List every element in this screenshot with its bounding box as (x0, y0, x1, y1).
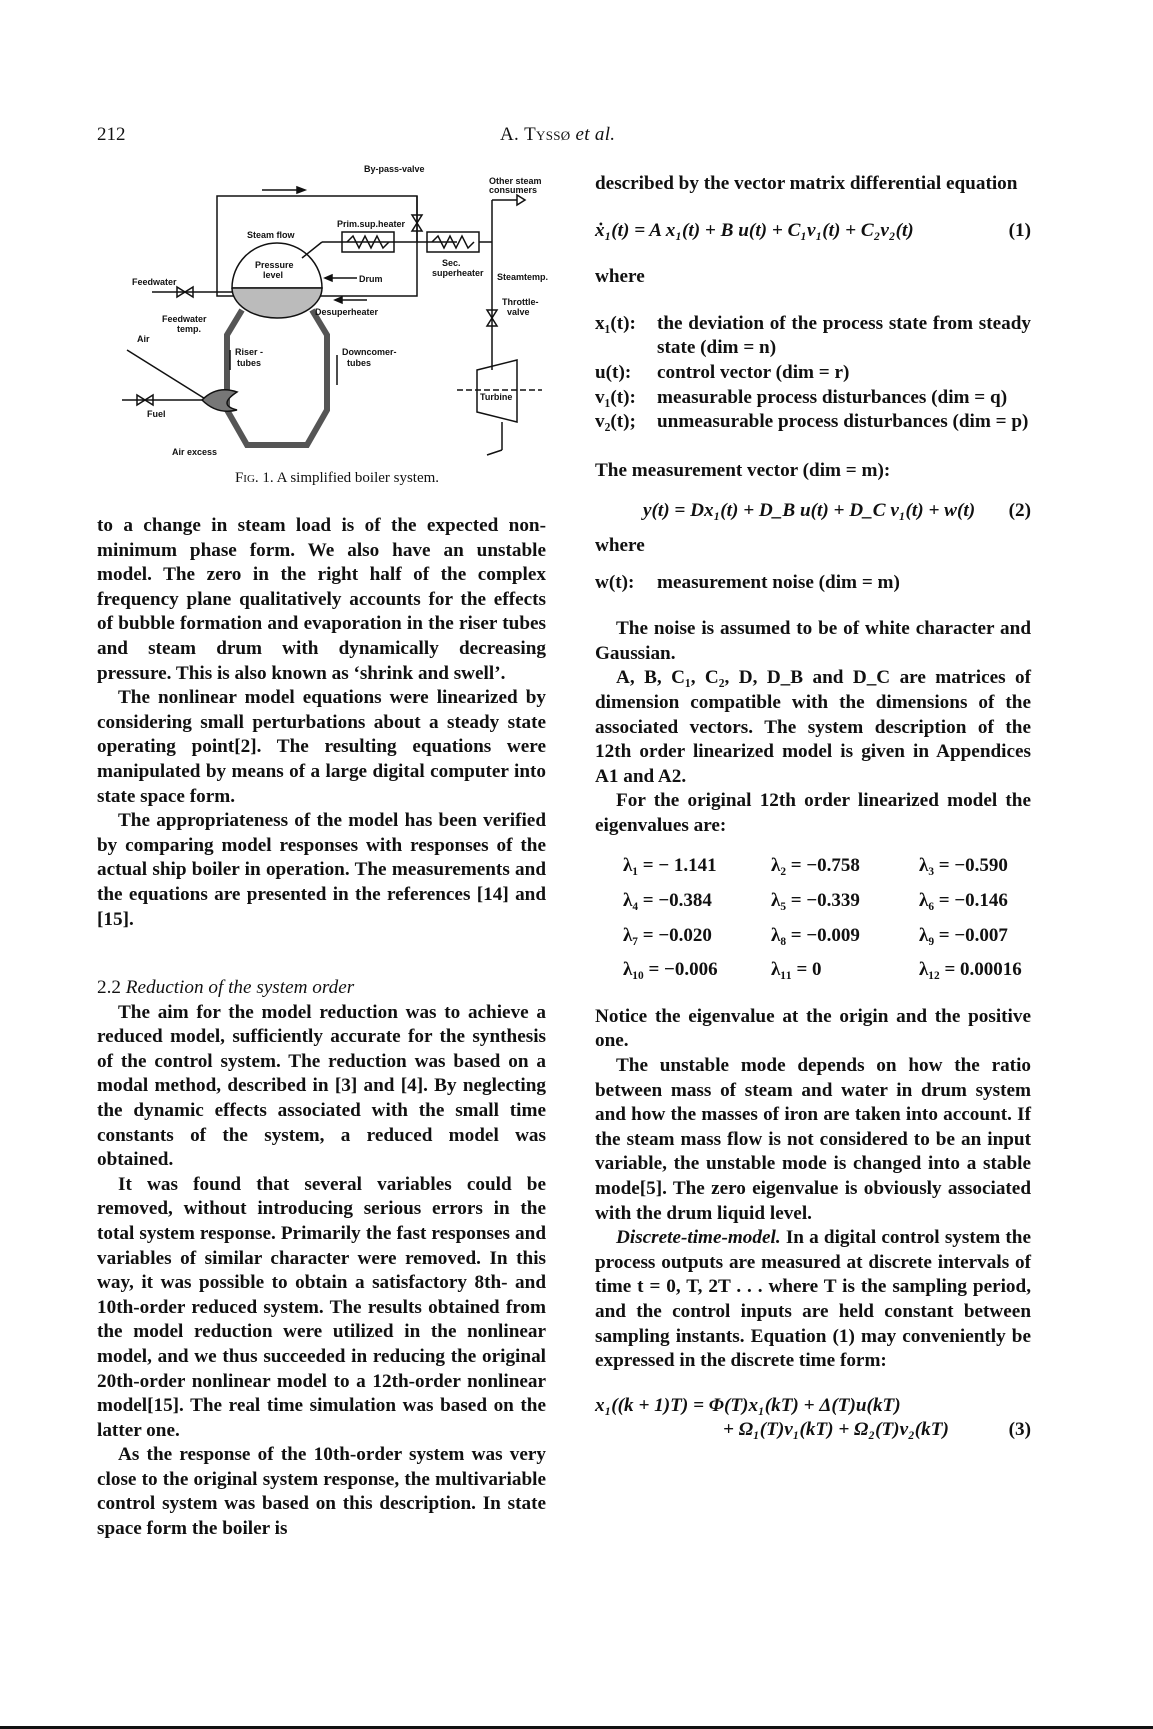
paragraph: A, B, C₁, C₂, D, D_B and D_C are matrices of dimension compatible with the dimensions of the associated vectors. The system description of the 12th order linearized model is given in Appendices A1 and A2. (595, 667, 1031, 787)
definition-w (595, 571, 1031, 596)
figure-caption-label: Fig. 1. (234, 470, 274, 486)
definition-v1 (595, 386, 1031, 411)
equation-3-line-2 (595, 1418, 1031, 1443)
label-steamtemp: Steamtemp. (497, 272, 549, 282)
eigenvalue: λ₅ = −0.339 (771, 890, 860, 912)
figure-boiler-diagram (97, 160, 577, 500)
equation-3-number: (3) (1008, 1419, 1031, 1441)
label-pressure: Pressure (255, 260, 294, 270)
definition-text: control vector (dim = r) (657, 361, 850, 383)
definition-text: unmeasurable process disturbances (dim = p) (657, 411, 1029, 433)
definition-text: measurement noise (dim = m) (657, 571, 900, 593)
eigenvalue: λ₆ = −0.146 (919, 890, 1008, 912)
definition-symbol: w(t): (595, 571, 635, 593)
label-steam-flow: Steam flow (247, 230, 295, 240)
label-desuperheater: Desuperheater (315, 307, 379, 317)
label-other-steam: Other steam (489, 176, 542, 186)
eigenvalue: λ₈ = −0.009 (771, 924, 860, 946)
eigenvalue: λ₃ = −0.590 (919, 855, 1008, 877)
equation-3-line-1 (595, 1394, 1031, 1419)
definition-x1 (595, 312, 1031, 361)
label-drum: Drum (359, 274, 383, 284)
equation-3-body-2: + Ω₁(T)v₁(kT) + Ω₂(T)v₂(kT) (723, 1419, 949, 1441)
section-heading (97, 976, 546, 1001)
label-level: level (263, 270, 284, 280)
paragraph: For the original 12th order linearized model the eigenvalues are: (595, 790, 1031, 836)
eigenvalue: λ₁ = − 1.141 (623, 855, 717, 877)
equation-3-body-1: x₁((k + 1)T) = Φ(T)x₁(kT) + Δ(T)u(kT) (595, 1394, 901, 1416)
where-label: where (595, 534, 645, 556)
label-turbine: Turbine (480, 392, 513, 402)
label-air: Air (137, 334, 150, 344)
section-title: Reduction of the system order (125, 977, 355, 998)
label-riser-tubes: tubes (237, 358, 262, 368)
equation-2-number: (2) (1008, 500, 1031, 522)
eigenvalue: λ₇ = −0.020 (623, 924, 712, 946)
section-number: 2.2 (97, 977, 126, 998)
label-throttle-valve: valve (507, 307, 530, 317)
definition-text: measurable process disturbances (dim = q) (657, 386, 1008, 408)
definition-symbol: u(t): (595, 361, 632, 383)
measurement-intro: The measurement vector (dim = m): (595, 459, 891, 481)
eigenvalue: λ₁₂ = 0.00016 (919, 959, 1022, 981)
boiler-diagram (97, 160, 577, 470)
running-head (500, 124, 615, 146)
eigenvalue-table (623, 854, 1031, 982)
equation-2 (595, 499, 1031, 524)
eigenvalue: λ₂ = −0.758 (771, 855, 860, 877)
definition-symbol: v₁(t): (595, 386, 636, 408)
paragraph: described by the vector matrix differential equation (595, 173, 1018, 194)
label-feedwater-temp: Feedwater (162, 314, 207, 324)
equation-1-number: (1) (1008, 219, 1031, 241)
label-temp: temp. (177, 324, 202, 334)
where-label: where (595, 266, 645, 288)
label-sec: Sec. (442, 258, 461, 268)
label-feedwater: Feedwater (132, 277, 177, 287)
equation-1 (595, 219, 1031, 244)
et-al: et al. (575, 124, 616, 145)
discrete-model-title: Discrete-time-model. (616, 1227, 781, 1249)
paragraph: Notice the eigenvalue at the origin and the positive one. (595, 1005, 1031, 1052)
definition-symbol: x₁(t): (595, 312, 636, 334)
label-consumers: consumers (489, 185, 538, 195)
equation-1-body: ẋ₁(t) = A x₁(t) + B u(t) + C₁v₁(t) + C₂v₂(t) (595, 219, 914, 241)
paragraph: It was found that several variables could be removed, without introducing serious errors in the total system response. Primarily the fast responses and variables of similar character were removed. In this way, it was possible to obtain a satisfactory 8th- and 10th-order reduced system. The results obtained from the model reduction were utilized in the nonlinear model, and we thus succeeded in reducing the original 20th-order nonlinear model to a 12th-order nonlinear model[15]. The real time simulation was based on the latter one. (97, 1173, 546, 1441)
right-column (595, 172, 1031, 1443)
paragraph: The noise is assumed to be of white character and Gaussian. (595, 618, 1031, 664)
paragraph: The nonlinear model equations were linearized by considering small perturbations about a steady state operating point[2]. The resulting equations were manipulated by means of a large digital computer into state space form. (97, 687, 546, 807)
label-throttle: Throttle- (502, 297, 539, 307)
page-number: 212 (97, 124, 126, 145)
label-riser: Riser - (235, 347, 264, 357)
left-column-top (97, 514, 546, 932)
author-surname: Tyssø (524, 124, 571, 145)
paragraph: to a change in steam load is of the expected non-minimum phase form. We also have an unstable model. The zero in the right half of the complex frequency plane qualitatively accounts for the effects of bubble formation and evaporation in the riser tubes and steam drum with dynamically decreasing pressure. This is also known as ‘shrink and swell’. (97, 515, 546, 684)
label-air-excess: Air excess (172, 447, 218, 457)
label-bypass-valve: By-pass-valve (364, 164, 425, 174)
label-prim-supheater: Prim.sup.heater (337, 219, 406, 229)
discrete-model-text: In a digital control system the process outputs are measured at discrete intervals of time t = 0, T, 2T . . . where T is the sampling period, and the control inputs are held constant between sampling instants. Equation (1) may conveniently be expressed in the discrete time form: (595, 1227, 1031, 1372)
equation-2-body: y(t) = Dx₁(t) + D_B u(t) + D_C v₁(t) + w(t) (643, 500, 976, 522)
paragraph: The appropriateness of the model has been verified by comparing model responses with responses of the actual ship boiler in operation. The measurements and the equations are presented in the references [14] and [15]. (97, 810, 546, 930)
label-fuel: Fuel (147, 409, 166, 419)
paragraph: The aim for the model reduction was to achieve a reduced model, sufficiently accurate for the synthesis of the control system. The reduction was based on a modal method, described in [3] and [4]. By neglecting the dynamic effects associated with the small time constants of the system, a reduced model was obtained. (97, 1001, 546, 1171)
paragraph: The unstable mode depends on how the ratio between mass of steam and water in drum system and how the masses of iron are taken into account. If the steam mass flow is not considered to be an input variable, the unstable mode is changed into a stable mode[5]. The zero eigenvalue is obviously associated with the drum liquid level. (595, 1055, 1031, 1224)
label-superheater: superheater (432, 268, 484, 278)
definition-u (595, 361, 1031, 386)
eigenvalue: λ₄ = −0.384 (623, 890, 712, 912)
label-downcomer-tubes: tubes (347, 358, 372, 368)
paragraph: As the response of the 10th-order system was very close to the original system response, the multivariable control system was based on this description. In state space form the boiler is (97, 1444, 546, 1540)
figure-caption-text: A simplified boiler system. (273, 470, 440, 486)
left-column-section (97, 976, 546, 1542)
eigenvalue: λ₉ = −0.007 (919, 924, 1008, 946)
author-initial: A. (500, 124, 525, 145)
eigenvalue: λ₁₁ = 0 (771, 959, 822, 981)
definition-symbol: v₂(t); (595, 411, 636, 433)
figure-caption (97, 470, 577, 487)
definition-text: the deviation of the process state from steady state (dim = n) (657, 312, 1031, 359)
eigenvalue: λ₁₀ = −0.006 (623, 959, 718, 981)
paragraph (595, 1226, 1031, 1374)
definition-v2 (595, 410, 1031, 435)
label-downcomer: Downcomer- (342, 347, 397, 357)
